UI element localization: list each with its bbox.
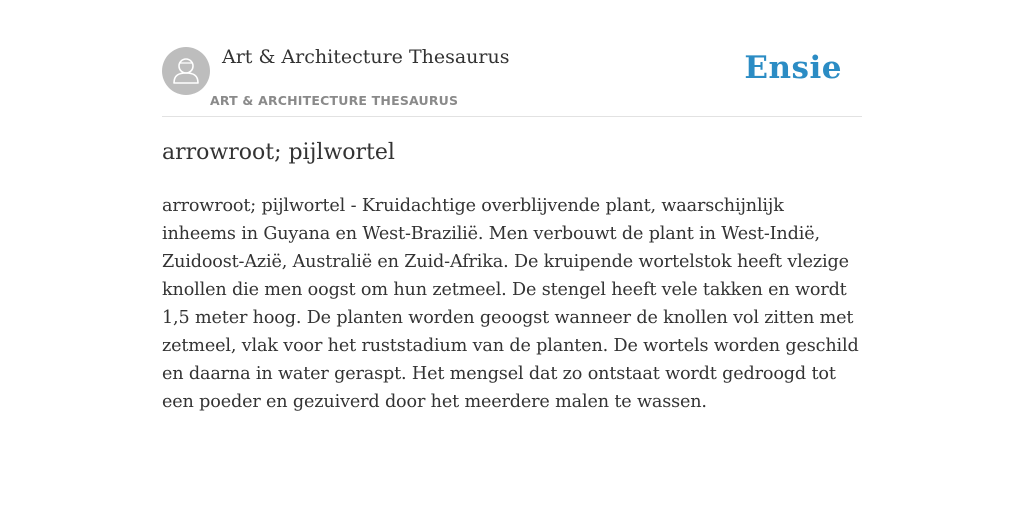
source-header: [162, 44, 862, 117]
ensie-logo[interactable]: Ensie: [744, 50, 842, 86]
user-icon: [162, 47, 210, 95]
source-avatar[interactable]: [162, 47, 210, 95]
term-definition: arrowroot; pijlwortel - Kruidachtige overblijvende plant, waarschijnlijk inheems in Guyana en West-Brazilië. Men verbouwt de plant in West-Indië, Zuidoost-Azië, Australië en Zuid-Afrika. De kruipende wortelstok heeft vlezige knollen die men oogst om hun zetmeel. De stengel heeft vele takken en wordt 1,5 meter hoog. De planten worden geoogst wanneer de knollen vol zitten met zetmeel, vlak voor het ruststadium van de planten. De wortels worden geschild en daarna in water geraspt. Het mengsel dat zo ontstaat wordt gedroogd tot een poeder en gezuiverd door het meerdere malen te wassen.: [162, 196, 859, 412]
source-name-link[interactable]: Art & Architecture Thesaurus: [222, 46, 510, 68]
term-title: arrowroot; pijlwortel: [162, 140, 395, 165]
source-tag-link[interactable]: ART & ARCHITECTURE THESAURUS: [210, 93, 459, 108]
